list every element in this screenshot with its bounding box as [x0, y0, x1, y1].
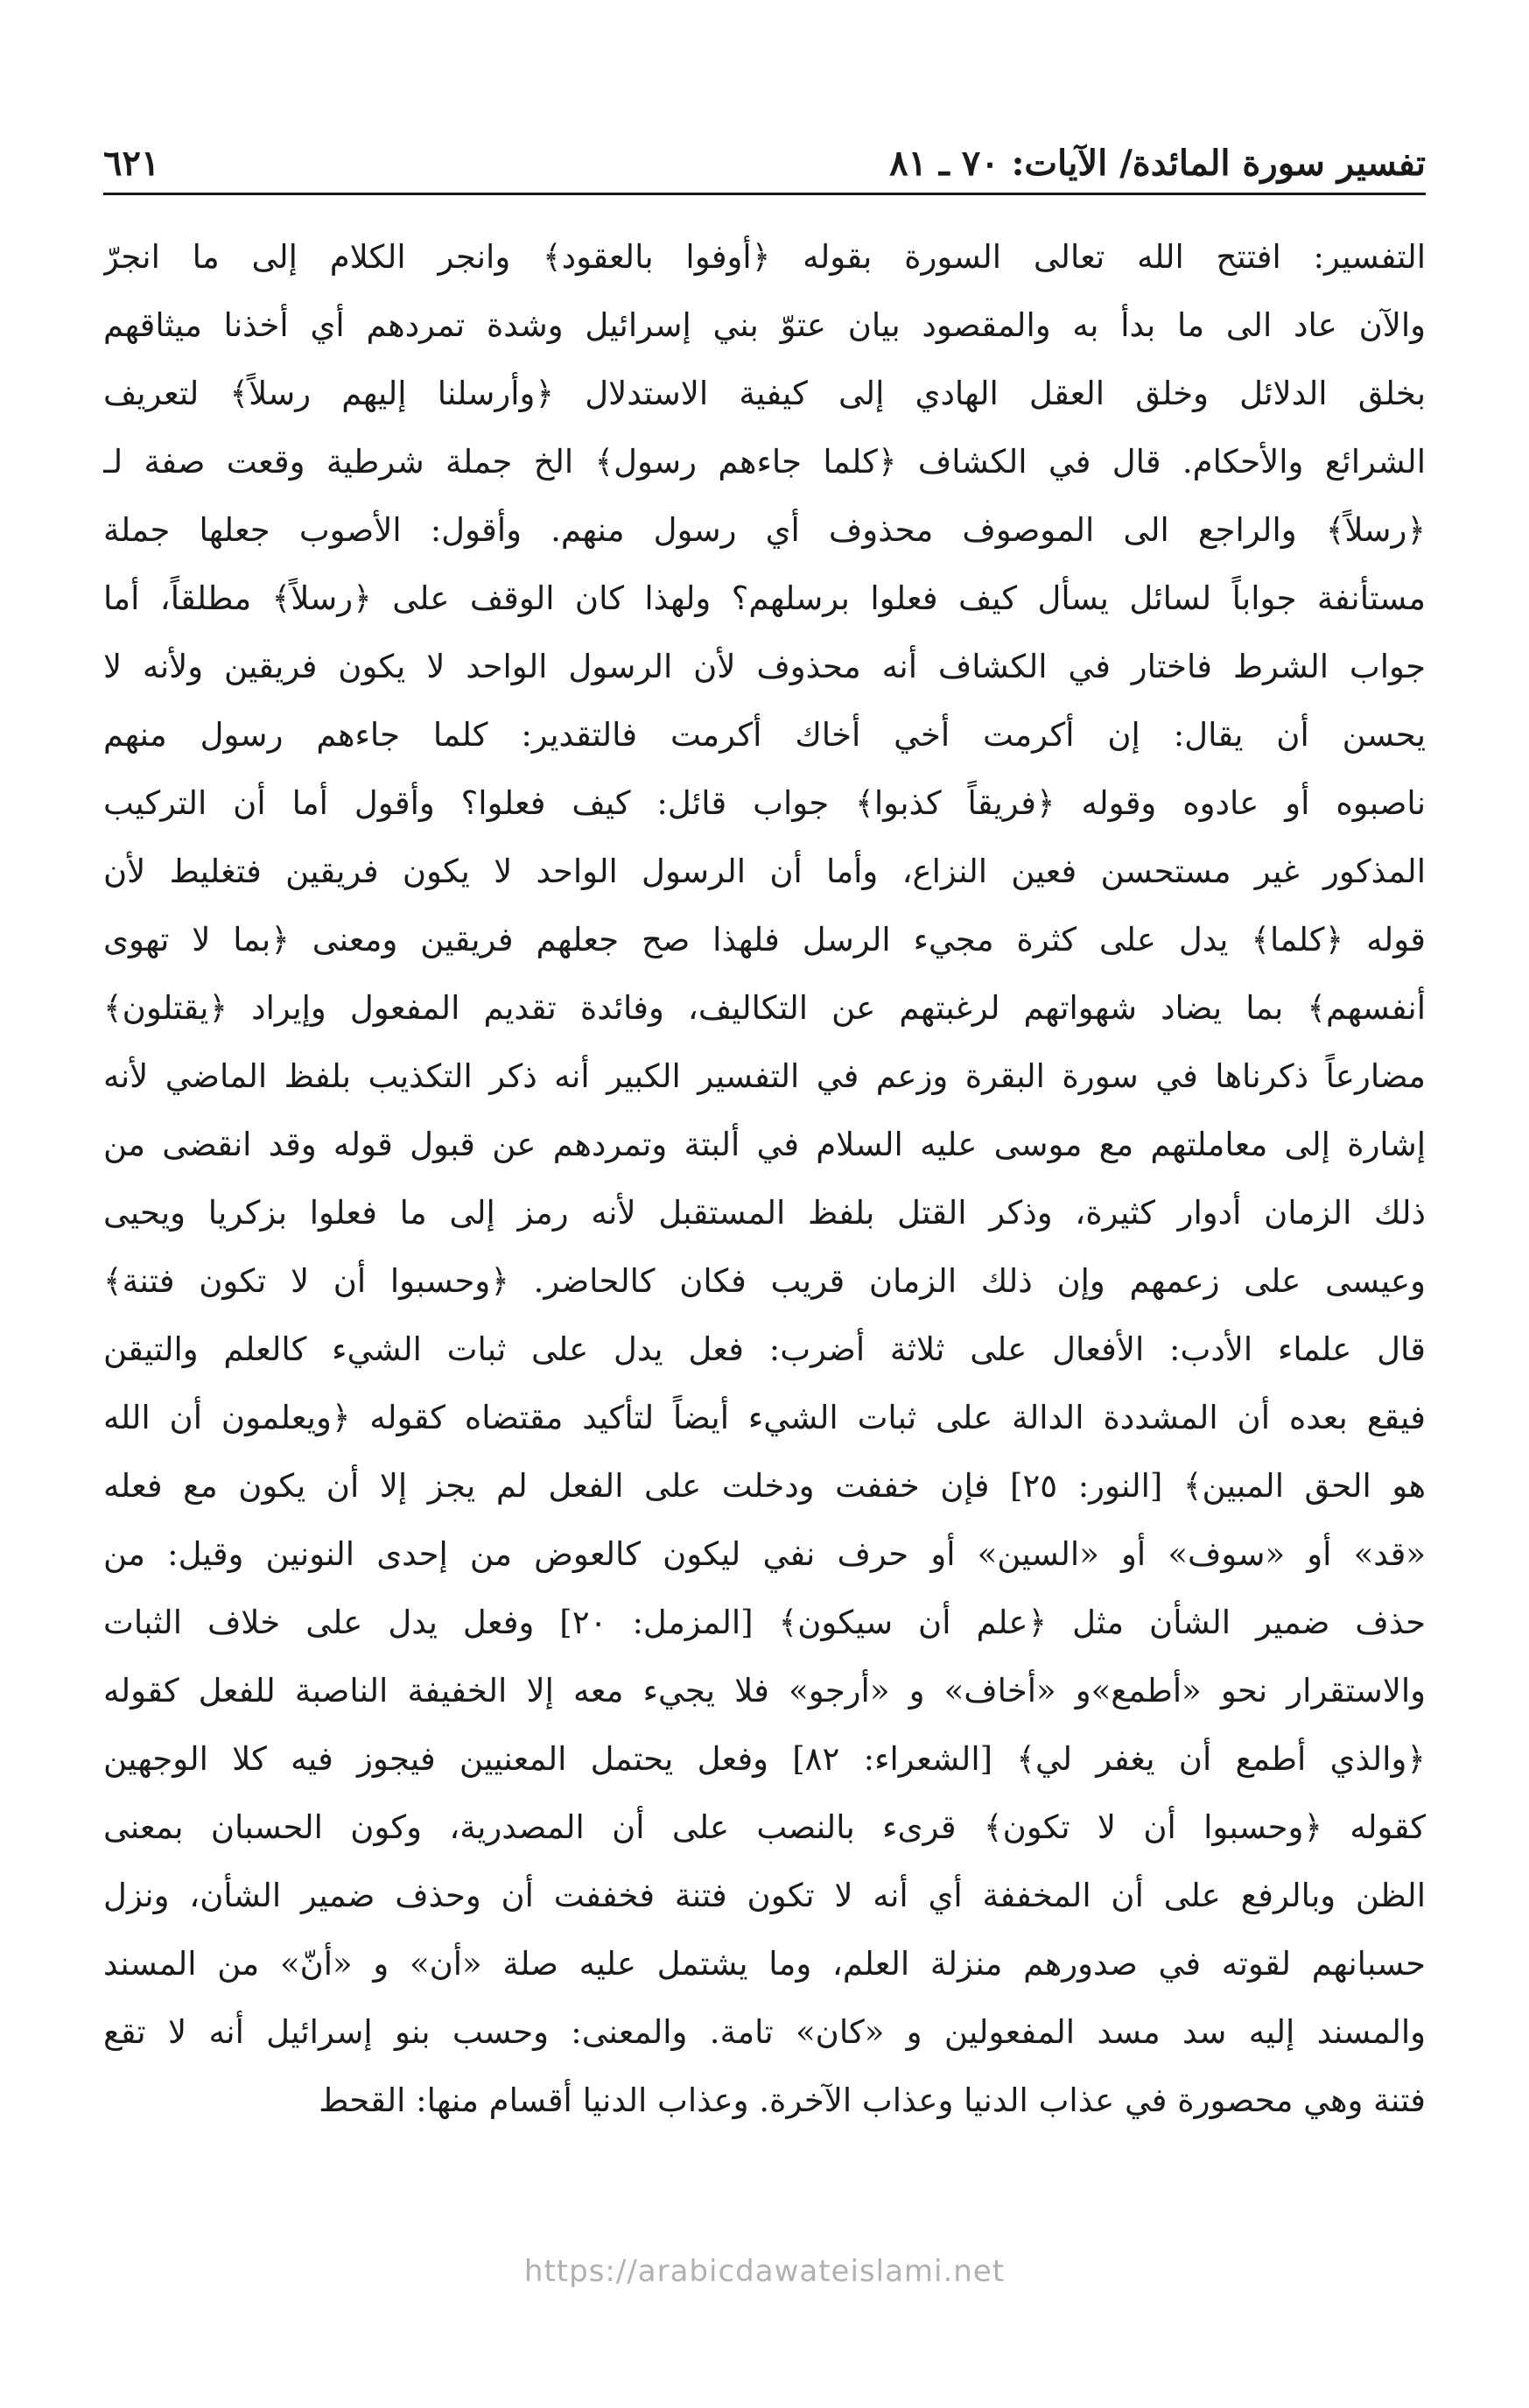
body-text — [103, 223, 1426, 2135]
text-line: والاستقرار نحو «أطمع»و «أخاف» و «أرجو» فلا يجيء معه إلا الخفيفة الناصبة للفعل كقوله — [103, 1672, 1426, 1709]
page-number: ٦٢١ — [103, 143, 160, 184]
text-line: المذكور غير مستحسن فعين النزاع، وأما أن الرسول الواحد لا يكون فريقين فتغليط لأن — [103, 853, 1426, 890]
text-line: التفسير: افتتح الله تعالى السورة بقوله ﴿أوفوا بالعقود﴾ وانجر الكلام إلى ما انجرّ — [103, 238, 1426, 276]
text-line: كقوله ﴿وحسبوا أن لا تكون﴾ قرىء بالنصب على أن المصدرية، وكون الحسبان بمعنى — [103, 1808, 1426, 1846]
text-line: أنفسهم﴾ بما يضاد شهواتهم لرغبتهم عن التكاليف، وفائدة تقديم المفعول وإيراد ﴿يقتلون﴾ — [103, 989, 1426, 1027]
text-line: ﴿والذي أطمع أن يغفر لي﴾ [الشعراء: ٨٢] وفعل يحتمل المعنيين فيجوز فيه كلا الوجهين — [103, 1740, 1426, 1778]
running-head: تفسير سورة المائدة/ الآيات: ٧٠ ـ ٨١ — [889, 143, 1426, 184]
text-line: يحسن أن يقال: إن أكرمت أخي أخاك أكرمت فالتقدير: كلما جاءهم رسول منهم — [103, 716, 1426, 754]
text-line: «قد» أو «سوف» أو «السين» أو حرف نفي ليكون كالعوض من إحدى النونين وقيل: من — [103, 1535, 1426, 1573]
text-line: ﴿رسلاً﴾ والراجع الى الموصوف محذوف أي رسول منهم. وأقول: الأصوب جعلها جملة — [103, 511, 1426, 549]
text-line: فيقع بعده أن المشددة الدالة على ثبات الشيء أيضاً لتأكيد مقتضاه كقوله ﴿ويعلمون أن الله — [103, 1399, 1426, 1436]
text-line: إشارة إلى معاملتهم مع موسى عليه السلام في ألبتة وتمردهم عن قبول قوله وقد انقضى من — [103, 1126, 1426, 1163]
text-line: قوله ﴿كلما﴾ يدل على كثرة مجيء الرسل فلهذا صح جعلهم فريقين ومعنى ﴿بما لا تهوى — [103, 921, 1426, 958]
text-line: ناصبوه أو عادوه وقوله ﴿فريقاً كذبوا﴾ جواب قائل: كيف فعلوا؟ وأقول أما أن التركيب — [103, 784, 1426, 822]
text-line: حذف ضمير الشأن مثل ﴿علم أن سيكون﴾ [المزمل: ٢٠] وفعل يدل على خلاف الثبات — [103, 1604, 1426, 1641]
text-line: جواب الشرط فاختار في الكشاف أنه محذوف لأن الرسول الواحد لا يكون فريقين ولأنه لا — [103, 648, 1426, 685]
text-line: مستأنفة جواباً لسائل يسأل كيف فعلوا برسلهم؟ ولهذا كان الوقف على ﴿رسلاً﴾ مطلقاً، أما — [103, 579, 1426, 617]
watermark-url: https://arabicdawateislami.net — [523, 2254, 1006, 2289]
text-line: الظن وبالرفع على أن المخففة أي أنه لا تكون فتنة فخففت أن وحذف ضمير الشأن، ونزل — [103, 1877, 1426, 1914]
text-line: قال علماء الأدب: الأفعال على ثلاثة أضرب: فعل يدل على ثبات الشيء كالعلم والتيقن — [103, 1330, 1426, 1368]
text-line: وعيسى على زعمهم وإن ذلك الزمان قريب فكان كالحاضر. ﴿وحسبوا أن لا تكون فتنة﴾ — [103, 1262, 1426, 1300]
text-line: ذلك الزمان أدوار كثيرة، وذكر القتل بلفظ المستقبل لأنه رمز إلى ما فعلوا بزكريا ويحيى — [103, 1194, 1426, 1232]
text-line: مضارعاً ذكرناها في سورة البقرة وزعم في التفسير الكبير أنه ذكر التكذيب بلفظ الماضي لأنه — [103, 1057, 1426, 1095]
text-line: الشرائع والأحكام. قال في الكشاف ﴿كلما جاءهم رسول﴾ الخ جملة شرطية وقعت صفة لـ — [103, 443, 1426, 481]
text-line: والمسند إليه سد مسد المفعولين و «كان» تامة. والمعنى: وحسب بنو إسرائيل أنه لا تقع — [103, 2013, 1426, 2051]
page-header — [103, 123, 1426, 195]
text-line: حسبانهم لقوته في صدورهم منزلة العلم، وما يشتمل عليه صلة «أن» و «أنّ» من المسند — [103, 1945, 1426, 1983]
text-line: فتنة وهي محصورة في عذاب الدنيا وعذاب الآخرة. وعذاب الدنيا أقسام منها: القحط — [319, 2082, 1426, 2119]
text-line: والآن عاد الى ما بدأ به والمقصود بيان عتوّ بني إسرائيل وشدة تمردهم أي أخذنا ميثاقهم — [103, 306, 1426, 344]
text-line: هو الحق المبين﴾ [النور: ٢٥] فإن خففت ودخلت على الفعل لم يجز إلا أن يكون مع فعله — [103, 1467, 1426, 1505]
text-line: بخلق الدلائل وخلق العقل الهادي إلى كيفية الاستدلال ﴿وأرسلنا إليهم رسلاً﴾ لتعريف — [103, 375, 1426, 412]
